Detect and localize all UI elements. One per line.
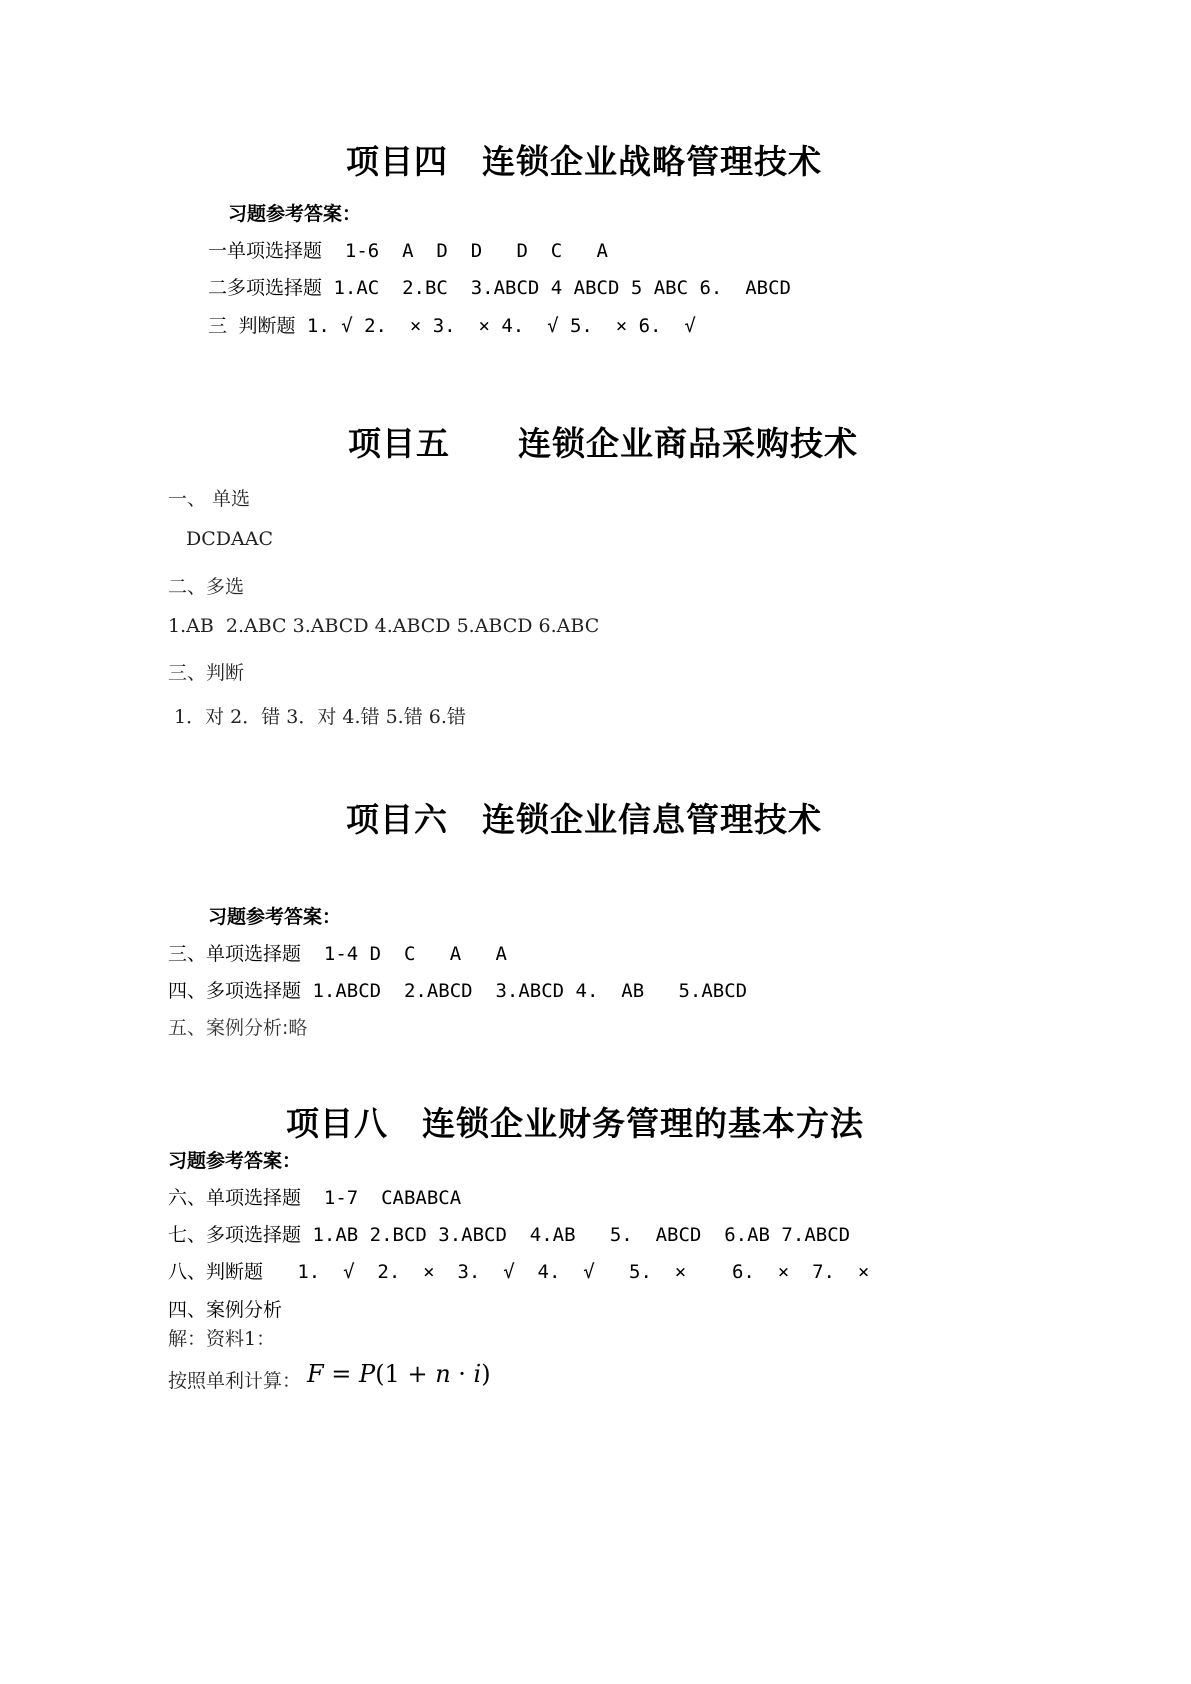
answer-line: 三、判断 [168, 662, 245, 684]
section-title-project-8: 项目八 连锁企业财务管理的基本方法 [286, 1104, 864, 1143]
answer-line: 一、 单选 [168, 488, 251, 510]
answers-heading: 习题参考答案： [208, 906, 342, 928]
answer-line: DCDAAC [180, 528, 274, 550]
answers-heading: 习题参考答案： [228, 203, 362, 225]
answer-line: 八、判断题 1. √ 2. × 3. √ 4. √ 5. × 6. × 7. × [168, 1261, 870, 1283]
answer-line: 四、案例分析 [168, 1299, 283, 1321]
answer-line: 六、单项选择题 1-7 CABABCA [168, 1187, 462, 1209]
answer-line: 四、多项选择题 1.ABCD 2.ABCD 3.ABCD 4. AB 5.ABCD [168, 980, 748, 1002]
answer-line: 一单项选择题 1-6 A D D D C A [208, 240, 608, 262]
solution-label: 解：资料1： [168, 1328, 276, 1350]
answer-line: 1.AB 2.ABC 3.ABCD 4.ABCD 5.ABCD 6.ABC [168, 615, 600, 637]
simple-interest-formula: F = P(1 + n · i) [307, 1360, 491, 1388]
answer-line: 二多项选择题 1.AC 2.BC 3.ABCD 4 ABCD 5 ABC 6. ABCD [208, 277, 791, 299]
section-title-project-5: 项目五 连锁企业商品采购技术 [348, 424, 858, 463]
answer-line: 五、案例分析:略 [168, 1017, 308, 1039]
answer-line: 1．对 2．错 3．对 4.错 5.错 6.错 [168, 706, 466, 728]
section-title-project-4: 项目四 连锁企业战略管理技术 [346, 142, 822, 181]
answers-heading: 习题参考答案： [168, 1150, 302, 1172]
answer-line: 三、单项选择题 1-4 D C A A [168, 943, 507, 965]
answer-line: 三 判断题 1. √ 2. × 3. × 4. √ 5. × 6. √ [208, 315, 696, 337]
formula-label: 按照单利计算： [168, 1370, 302, 1392]
answer-line: 二、多选 [168, 576, 245, 598]
answer-line: 七、多项选择题 1.AB 2.BCD 3.ABCD 4.AB 5. ABCD 6.AB 7.ABCD [168, 1224, 851, 1246]
section-title-project-6: 项目六 连锁企业信息管理技术 [346, 800, 822, 839]
